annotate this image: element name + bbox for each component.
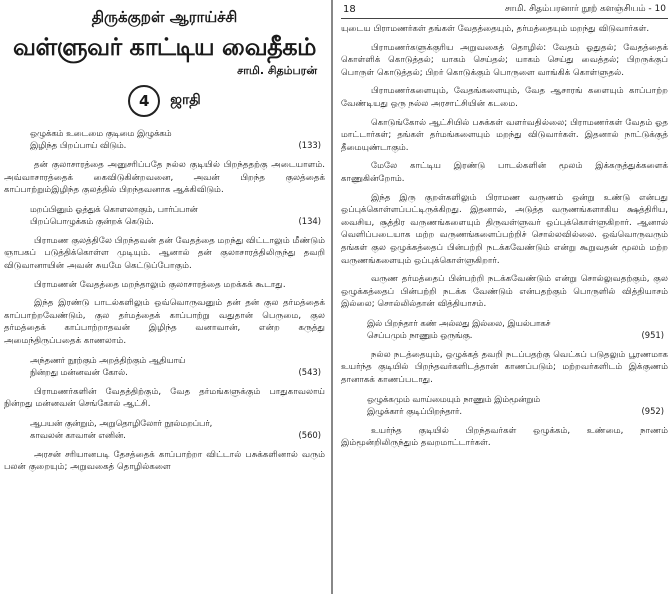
author-name: சாமி. சிதம்பரன் xyxy=(237,64,317,77)
chapter-heading xyxy=(4,85,325,117)
paragraph: வருண தர்மத்தைப் பின்பற்றி நடக்கவேண்டும் என்று சொல்லுவதற்கும், குல ஒழுக்கத்தைப் பின்பற்றி நடக்க வேண்டும் என்பதற்கும் பொருளில் வித்தியாசம் இல்லை; சொல்லில்தான் வித்தியாசம். xyxy=(341,274,668,310)
left-body xyxy=(4,127,325,474)
verse-lines xyxy=(4,203,198,227)
kural-verse xyxy=(341,393,668,417)
verse-line: ஒழுக்கமும் வாய்மையும் நாணும் இம்மூன்றும் xyxy=(367,393,541,404)
verse-line: இல் பிறந்தார் கண் அல்லது இல்லை, இயல்பாகச் xyxy=(367,317,551,328)
chapter-title: ஜாதி xyxy=(170,92,201,108)
paragraph: தன் குலாசாரத்தை அனுசரிப்பதே நல்ல குடியில் பிறந்ததற்கு அடையாளம். அவ்வாசாரத்தைக் கைவிடுகின்றவனை, அவன் பிறந்த குலத்தைக் காப்பாற்றும்இழிந்த குலத்தில் பிறந்தவனாக ஆக்கிவிடும். xyxy=(4,160,325,196)
left-page xyxy=(0,0,331,594)
paragraph: பிராமணன் வேதத்தை மறந்தாலும் குலாசாரத்தை மறக்கக் கூடாது. xyxy=(34,279,286,290)
verse-number: (560) xyxy=(298,429,321,440)
verse-line: ஆபயன் குன்றும், அறுதொழிலோர் நூல்மறப்பர், xyxy=(30,417,213,428)
verse-lines xyxy=(4,417,212,441)
series-title: திருக்குறள் ஆராய்ச்சி xyxy=(91,8,238,26)
verse-lines xyxy=(341,393,540,417)
paragraph: பிராமணர்களையும், வேதங்களையும், வேத ஆசாரங் களையும் காப்பாற்ற வேண்டியது ஒரு நல்ல அரசாட்சியின் கடமை. xyxy=(341,86,668,109)
verse-line: பிறப்பொழுக்கம் குன்றக் கெடும். xyxy=(30,215,154,226)
right-body xyxy=(341,23,668,450)
kural-verse xyxy=(4,417,325,441)
verse-line: மறப்பினும் ஓத்துக் கொளலாகும், பார்ப்பான் xyxy=(30,203,198,214)
paragraph: கொடுங்கோல் ஆட்சியில் பசுக்கள் வளர்வதில்லை; பிராமணர்கள் வேதம் ஓத மாட்டார்கள்; தங்கள் தர்மங்களையும் மறந்து விடுவார்கள். இதனால் நாட்டுக்குத் தீமையுண்டாகும். xyxy=(341,117,668,153)
paragraph: பிராமணர்களுக்குரிய அறுவகைத் தொழில்: வேதம் ஓதுதல்; வேதத்தைக் கொள்ளிக் கொடுத்தல்; யாகம் செய்தல்; யாகம் செய்து வைத்தல்; பிறருக்குப் பொருள் கொடுத்தல்; பிறர் கொடுக்கும் பொருளை வாங்கிக் கொள்ளுதல். xyxy=(341,42,668,78)
running-title: சாமி. சிதம்பரனார் நூற் களஞ்சியம் - 10 xyxy=(504,4,666,14)
kural-verse xyxy=(4,127,325,151)
verse-line: நின்றது மன்னவன் கோல். xyxy=(30,366,128,377)
kural-verse xyxy=(341,317,668,341)
verse-number: (134) xyxy=(298,215,321,226)
verse-line: செப்பமும் நாணும் ஒருங்கு. xyxy=(367,329,473,340)
paragraph: இந்த இரண்டு பாடல்களிலும் ஒவ்வொருவனும் தன் தன் குல தர்மத்தைக் காப்பாற்றவேண்டும், குல தர்மத்தைக் காப்பாற்று வதுதான் பெருமை, குல தர்மத்தைக் காப்பாற்றாதவன் இழிந்த வனாவான், என்ற கருத்து அமைந்திருப்பதைக் காணலாம். xyxy=(4,298,325,346)
verse-number: (133) xyxy=(298,140,321,150)
verse-number: (951) xyxy=(641,329,664,340)
verse-number: (543) xyxy=(298,366,321,377)
paragraph: யுடைய பிராமணர்கள் தங்கள் வேதத்தையும், தர்மத்தையும் மறந்து விடுவார்கள். xyxy=(341,24,650,34)
verse-line: காவலன் காவான் எனின். xyxy=(30,429,126,440)
verse-lines xyxy=(4,354,185,378)
running-header xyxy=(341,2,668,19)
verse-line: இழிந்த பிறப்பாய் விடும். xyxy=(30,140,127,150)
paragraph: அரசன் சரியானபடி தேசத்தைக் காப்பாற்றா விட்டால் பசுக்களினால் வரும் பலன் குறையும்; அறுவகைத் தொழில்களை xyxy=(4,449,325,473)
verse-line: அந்தணர் நூற்கும் அறத்திற்கும் ஆதியாய் xyxy=(30,354,186,365)
verse-number: (952) xyxy=(641,405,664,416)
book-title: வள்ளுவர் காட்டிய வைதீகம் xyxy=(13,33,316,61)
kural-verse xyxy=(4,203,325,227)
kural-verse xyxy=(4,354,325,378)
verse-line: இழுக்கார் குடிப்பிறந்தார். xyxy=(367,405,463,416)
paragraph: உயர்ந்த குடியில் பிறந்தவர்கள் ஒழுக்கம், உண்மை, நாணம் இம்மூன்றிலிருந்தும் தவறமாட்டார்கள். xyxy=(341,425,668,449)
paragraph: பிராமண குலத்திலே பிறந்தவன் தன் வேதத்தை மறந்து விட்டாலும் மீண்டும் ஞாபகப் படுத்திக்கொள்ள முடியும். ஆனால் தன் குலாசாரத்திலிருந்து தவறி விடுவானாயின் அவன் சுயமே கெட்டுப்போகும். xyxy=(4,235,325,271)
paragraph: மேலே காட்டிய இரண்டு பாடல்களின் மூலம் இக்கருத்துக்களைக் காணுகின்றோம். xyxy=(341,161,668,184)
paragraph: பிராமணர்களின் வேதத்திற்கும், வேத தர்மங்களுக்கும் பாதுகாவலாய் நின்றது மன்னவன் செங்கோல் ஆட்சி. xyxy=(4,386,325,410)
paragraph: இந்த இரு குறள்களிலும் பிராமண வருணம் ஒன்று உண்டு என்பது ஒப்புக்கொள்ளப்பட்டிருக்கிறது. இதனால், அடுத்த வருணங்களாகிய க்ஷத்திரிய, வைசிய, சூத்திர வருணங்களையும் திருவள்ளுவர் ஒப்புக்கொள்ளுகிறார். ஆனால் வெளிப்படையாக மற்ற வருணங்களைப்பற்றிச் சொல்லவில்லை. ஒவ்வொருவரும் தங்கள் குல ஒழுக்கத்தைப் பின்பற்றி நடக்கவேண்டும் என்று கூறுவதன் மூலம் மற்ற வருணங்களையும் ஒப்புக்கொள்ளுகிறார். xyxy=(341,192,668,266)
page-number: 18 xyxy=(343,4,356,15)
verse-lines xyxy=(341,317,550,341)
paragraph: நல்ல நடத்தையும், ஒழுக்கத் தவறி நடப்பதற்கு வெட்கப் படுதலும் பூரணமாக உயர்ந்த குடியில் பிறந்தவர்களிடத்தான் காணப்படும்; மற்றவர்களிடம் இக்குணம் தானாகக் காணப்படாது. xyxy=(341,349,668,386)
right-page xyxy=(333,0,672,594)
verse-line: ஒழுக்கம் உடைமை குடிமை இழுக்கம் xyxy=(30,128,172,138)
chapter-number: 4 xyxy=(128,85,160,117)
verse-lines xyxy=(4,127,172,151)
